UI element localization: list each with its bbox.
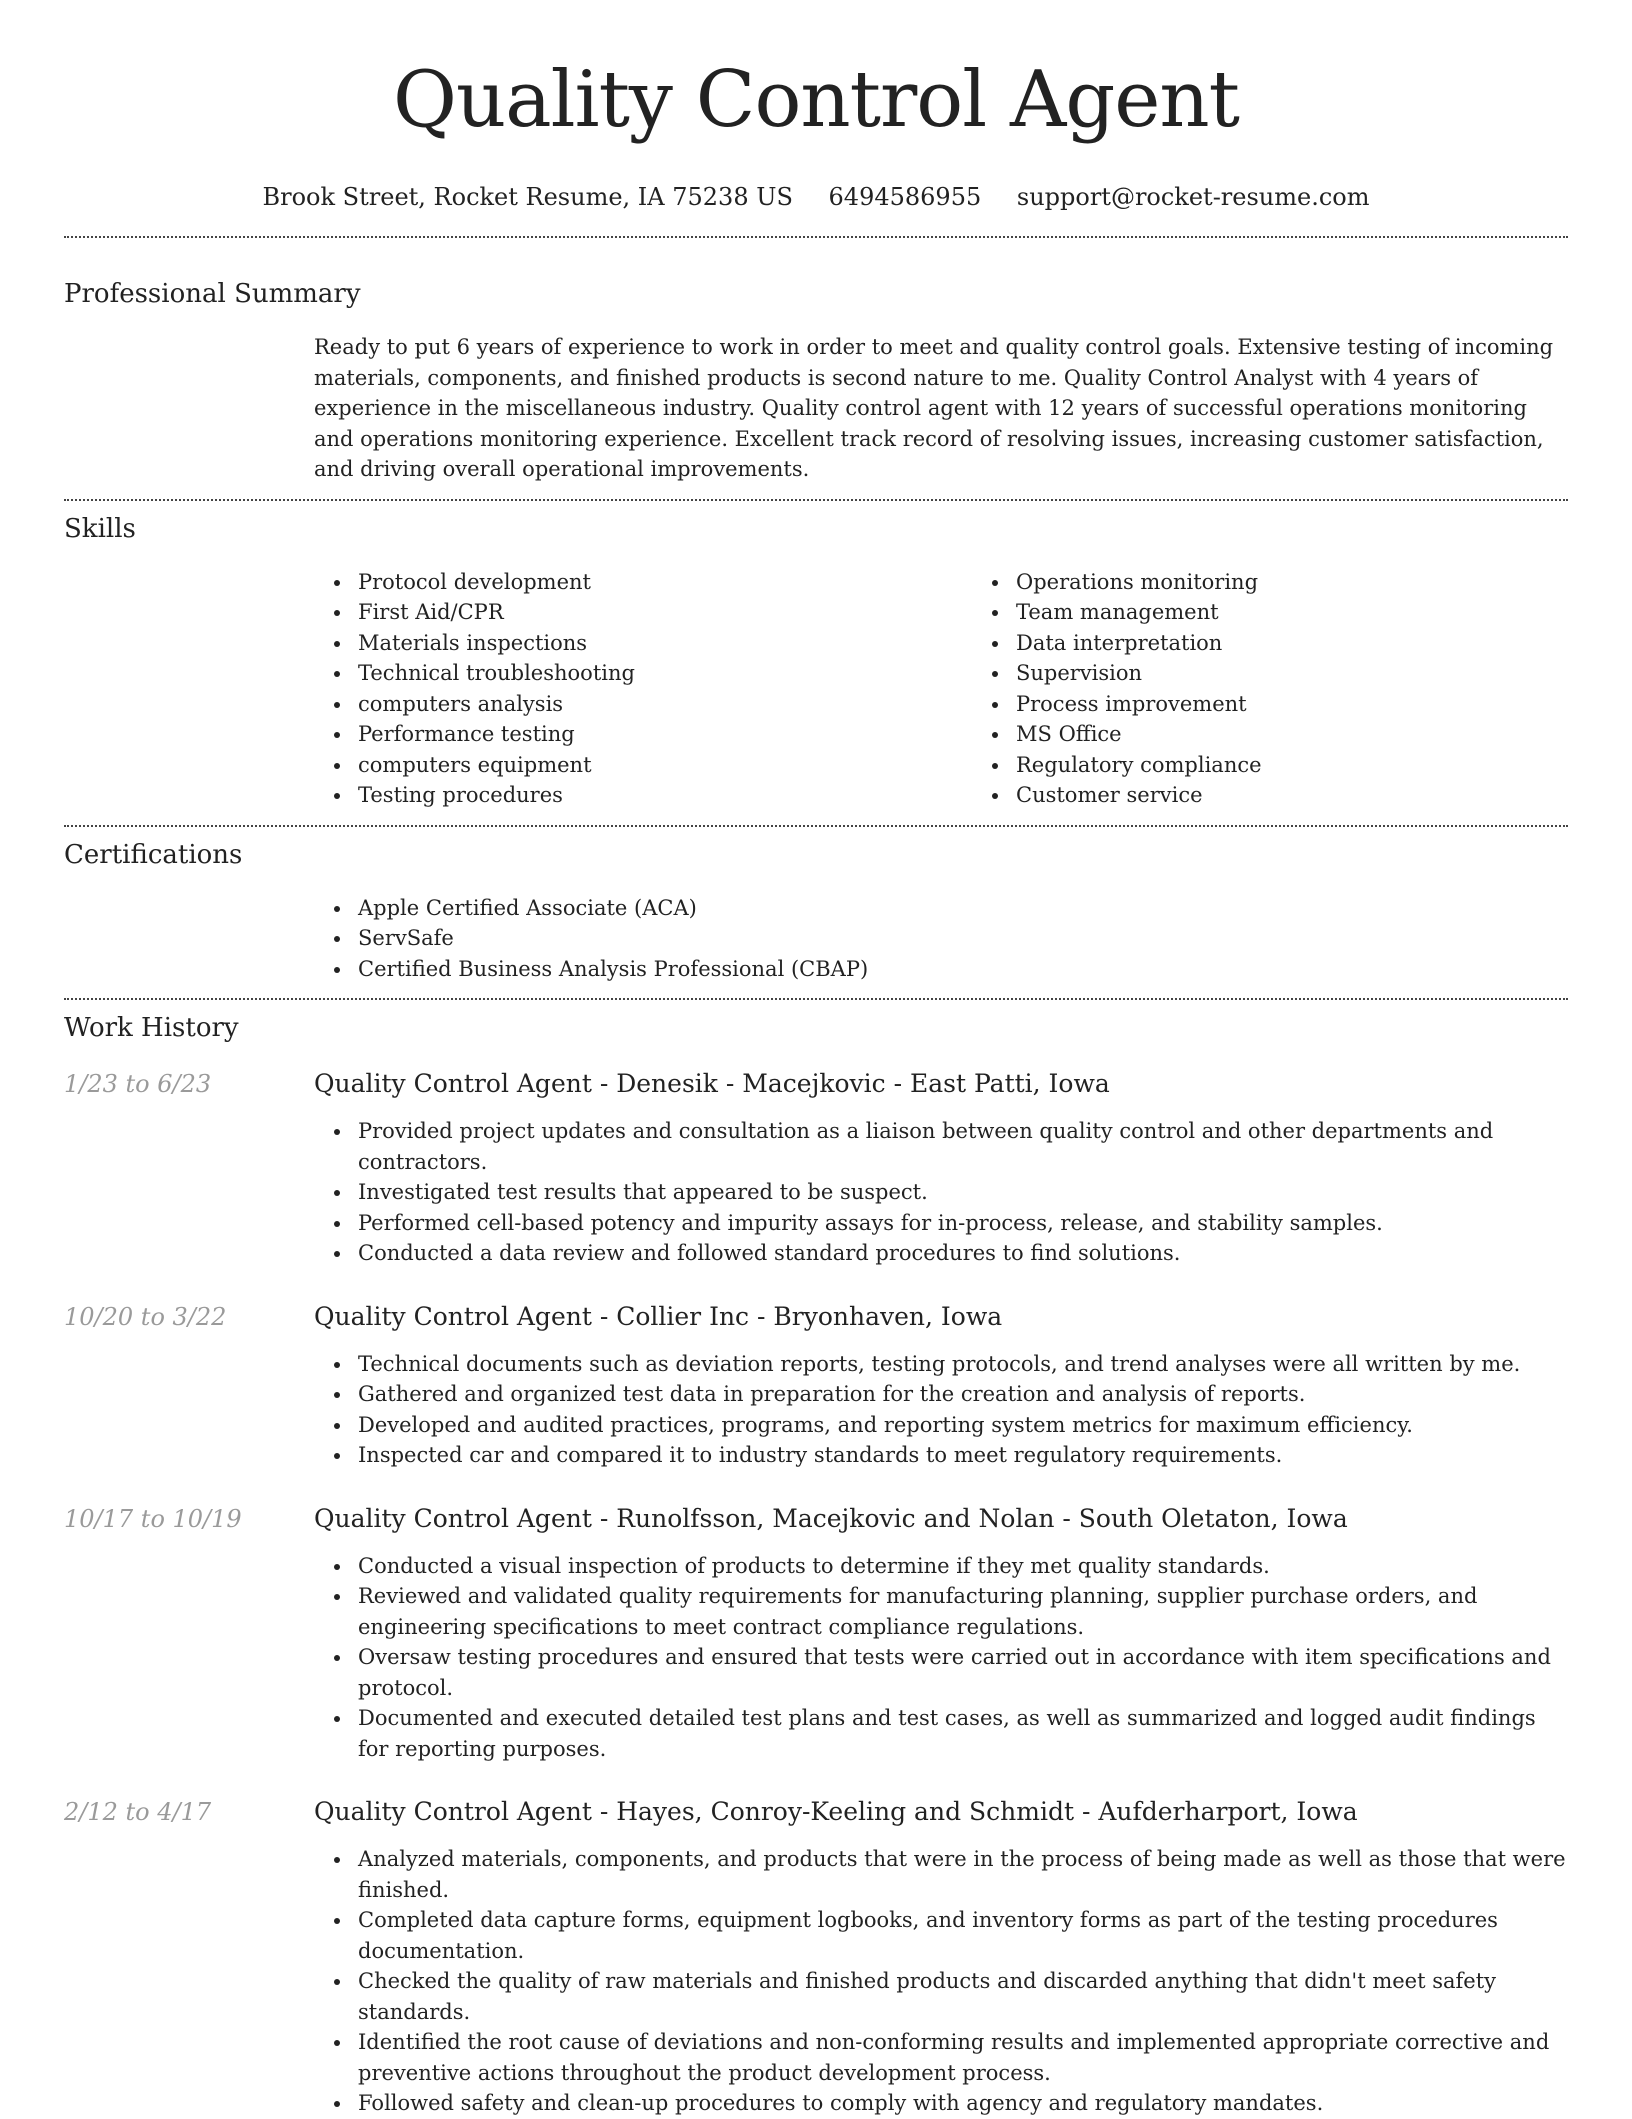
job-bullet: Identified the root cause of deviations and non-conforming results and implemented appropriate corrective and preventive actions throughout the product development process.	[358, 2027, 1568, 2088]
summary-section	[64, 278, 1568, 485]
job-bullet: Gathered and organized test data in preparation for the creation and analysis of reports.	[358, 1379, 1568, 1410]
job-title: Quality Control Agent - Runolfsson, Macejkovic and Nolan - South Oletaton, Iowa	[314, 1503, 1348, 1533]
job-bullets	[314, 1349, 1568, 1471]
job-bullet: Investigated test results that appeared to be suspect.	[358, 1177, 1568, 1208]
skill-item: Team management	[1016, 597, 1630, 628]
skill-item: Technical troubleshooting	[358, 658, 972, 689]
job-bullet: Performed cell-based potency and impurity assays for in-process, release, and stability samples.	[358, 1208, 1568, 1239]
job-date: 1/23 to 6/23	[64, 1070, 212, 1098]
skills-list-left	[314, 567, 972, 811]
skills-list-right	[972, 567, 1630, 811]
job-bullet: Checked the quality of raw materials and finished products and discarded anything that didn't meet safety standards.	[358, 1966, 1568, 2027]
certification-item: Certified Business Analysis Professional (CBAP)	[358, 954, 1568, 985]
skill-item: MS Office	[1016, 719, 1630, 750]
job-bullet: Conducted a visual inspection of products to determine if they met quality standards.	[358, 1551, 1568, 1582]
job-bullet: Reviewed and validated quality requirements for manufacturing planning, supplier purchase orders, and engineering specifications to meet contract compliance regulations.	[358, 1581, 1568, 1642]
job-date: 2/12 to 4/17	[64, 1798, 212, 1826]
job-bullets	[314, 1116, 1568, 1269]
job-date: 10/17 to 10/19	[64, 1504, 242, 1533]
certification-item: ServSafe	[358, 923, 1568, 954]
skill-item: First Aid/CPR	[358, 597, 972, 628]
job-bullet: Documented and executed detailed test plans and test cases, as well as summarized and logged audit findings for reporting purposes.	[358, 1703, 1568, 1764]
skill-item: Supervision	[1016, 658, 1630, 689]
certifications-title: Certifications	[64, 839, 243, 870]
job-bullet: Developed and audited practices, programs, and reporting system metrics for maximum efficiency.	[358, 1410, 1568, 1441]
job-bullet: Oversaw testing procedures and ensured that tests were carried out in accordance with item specifications and protocol.	[358, 1642, 1568, 1703]
contact-line	[64, 182, 1568, 212]
certifications-section	[64, 839, 1568, 985]
job-bullet: Technical documents such as deviation reports, testing protocols, and trend analyses were all written by me.	[358, 1349, 1568, 1380]
job-bullet: Completed data capture forms, equipment logbooks, and inventory forms as part of the testing procedures documentation.	[358, 1905, 1568, 1966]
candidate-name: Quality Control Agent	[393, 55, 1239, 145]
divider	[64, 998, 1568, 1000]
divider	[64, 499, 1568, 501]
job-entry	[64, 1068, 1568, 1269]
skill-item: computers analysis	[358, 689, 972, 720]
skills-title: Skills	[64, 513, 136, 544]
work-section	[64, 1012, 1568, 2119]
skills-section	[64, 513, 1568, 811]
contact-email: support@rocket-resume.com	[1016, 183, 1370, 211]
skill-item: computers equipment	[358, 750, 972, 781]
contact-phone: 6494586955	[828, 183, 982, 211]
job-date: 10/20 to 3/22	[64, 1302, 227, 1331]
skill-item: Testing procedures	[358, 780, 972, 811]
skill-item: Materials inspections	[358, 628, 972, 659]
job-bullet: Provided project updates and consultation as a liaison between quality control and other departments and contractors.	[358, 1116, 1568, 1177]
job-title: Quality Control Agent - Collier Inc - Bryonhaven, Iowa	[314, 1301, 1003, 1331]
summary-text: Ready to put 6 years of experience to work in order to meet and quality control goals. Extensive testing of incoming materials, components, and finished products is second nature to me. Quality Control Analyst with 4 years of experience in the miscellaneous industry. Quality control agent with 12 years of successful operations monitoring and operations monitoring experience. Excellent track record of resolving issues, increasing customer satisfaction, and driving overall operational improvements.	[314, 335, 1554, 481]
job-entry	[64, 1301, 1568, 1471]
job-title: Quality Control Agent - Denesik - Macejkovic - East Patti, Iowa	[314, 1069, 1110, 1098]
skill-item: Performance testing	[358, 719, 972, 750]
skill-item: Regulatory compliance	[1016, 750, 1630, 781]
job-bullet: Conducted a data review and followed standard procedures to find solutions.	[358, 1238, 1568, 1269]
skill-item: Data interpretation	[1016, 628, 1630, 659]
skill-item: Operations monitoring	[1016, 567, 1630, 598]
skill-item: Customer service	[1016, 780, 1630, 811]
divider	[64, 825, 1568, 827]
job-entry	[64, 1503, 1568, 1765]
divider	[64, 236, 1568, 238]
summary-title: Professional Summary	[64, 279, 361, 309]
job-bullet: Followed safety and clean-up procedures to comply with agency and regulatory mandates.	[358, 2088, 1568, 2119]
contact-address: Brook Street, Rocket Resume, IA 75238 US	[262, 183, 793, 211]
certifications-list	[314, 893, 1568, 985]
job-bullets	[314, 1844, 1568, 2119]
job-bullet: Analyzed materials, components, and products that were in the process of being made as well as those that were finished.	[358, 1844, 1568, 1905]
job-title: Quality Control Agent - Hayes, Conroy-Keeling and Schmidt - Aufderharport, Iowa	[314, 1797, 1358, 1826]
skill-item: Protocol development	[358, 567, 972, 598]
job-bullet: Inspected car and compared it to industry standards to meet regulatory requirements.	[358, 1440, 1568, 1471]
work-title: Work History	[64, 1013, 239, 1043]
job-entry	[64, 1796, 1568, 2119]
skill-item: Process improvement	[1016, 689, 1630, 720]
job-bullets	[314, 1551, 1568, 1765]
certification-item: Apple Certified Associate (ACA)	[358, 893, 1568, 924]
